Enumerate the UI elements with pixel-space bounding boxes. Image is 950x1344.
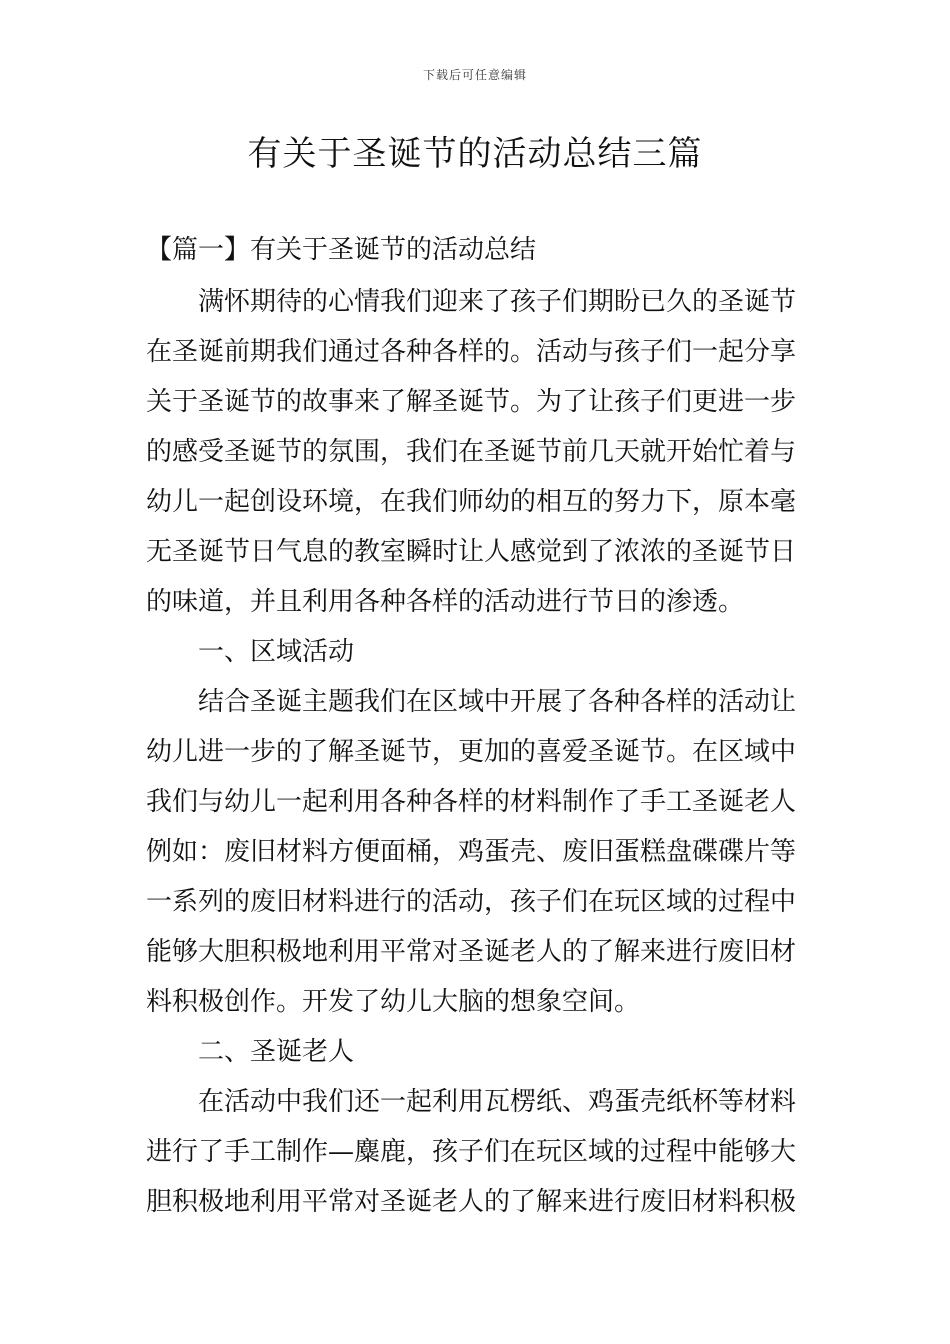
document-body bbox=[146, 226, 806, 1228]
paragraph-line: 在圣诞前期我们通过各种各样的。活动与孩子们一起分享 bbox=[146, 337, 797, 367]
subheading-santa-claus: 二、圣诞老人 bbox=[198, 1037, 355, 1067]
paragraph-line: 的味道，并且利用各种各样的活动进行节日的渗透。 bbox=[146, 587, 745, 617]
paragraph-line: 我们与幼儿一起利用各种各样的材料制作了手工圣诞老人 bbox=[146, 787, 797, 817]
paragraph-line: 进行了手工制作—麋鹿，孩子们在玩区域的过程中能够大 bbox=[146, 1137, 797, 1167]
paragraph-line: 无圣诞节日气息的教室瞬时让人感觉到了浓浓的圣诞节日 bbox=[146, 537, 797, 567]
paragraph-santa-claus bbox=[146, 1078, 806, 1228]
paragraph-line: 能够大胆积极地利用平常对圣诞老人的了解来进行废旧材 bbox=[146, 937, 797, 967]
paragraph-line: 幼儿一起创设环境，在我们师幼的相互的努力下，原本毫 bbox=[146, 487, 797, 517]
paragraph-regional-activities bbox=[146, 678, 806, 1028]
paragraph-line: 胆积极地利用平常对圣诞老人的了解来进行废旧材料积极 bbox=[146, 1187, 797, 1217]
paragraph-line: 在活动中我们还一起利用瓦楞纸、鸡蛋壳纸杯等材料 bbox=[198, 1087, 797, 1117]
paragraph-line: 结合圣诞主题我们在区域中开展了各种各样的活动让 bbox=[198, 687, 797, 717]
paragraph-intro bbox=[146, 278, 806, 628]
paragraph-line: 的感受圣诞节的氛围，我们在圣诞节前几天就开始忙着与 bbox=[146, 437, 797, 467]
paragraph-line: 满怀期待的心情我们迎来了孩子们期盼已久的圣诞节 bbox=[198, 287, 797, 317]
paragraph-line: 一系列的废旧材料进行的活动，孩子们在玩区域的过程中 bbox=[146, 887, 797, 917]
paragraph-line: 关于圣诞节的故事来了解圣诞节。为了让孩子们更进一步 bbox=[146, 387, 797, 417]
paragraph-line: 料积极创作。开发了幼儿大脑的想象空间。 bbox=[146, 987, 641, 1017]
paragraph-line: 例如：废旧材料方便面桶，鸡蛋壳、废旧蛋糕盘碟碟片等 bbox=[146, 837, 797, 867]
page-header-note: 下载后可任意编辑 bbox=[422, 68, 527, 82]
subheading-regional-activities: 一、区域活动 bbox=[198, 637, 355, 667]
paragraph-line: 幼儿进一步的了解圣诞节，更加的喜爱圣诞节。在区域中 bbox=[146, 737, 797, 767]
section-heading: 【篇一】有关于圣诞节的活动总结 bbox=[146, 235, 537, 265]
document-title: 有关于圣诞节的活动总结三篇 bbox=[247, 134, 703, 174]
